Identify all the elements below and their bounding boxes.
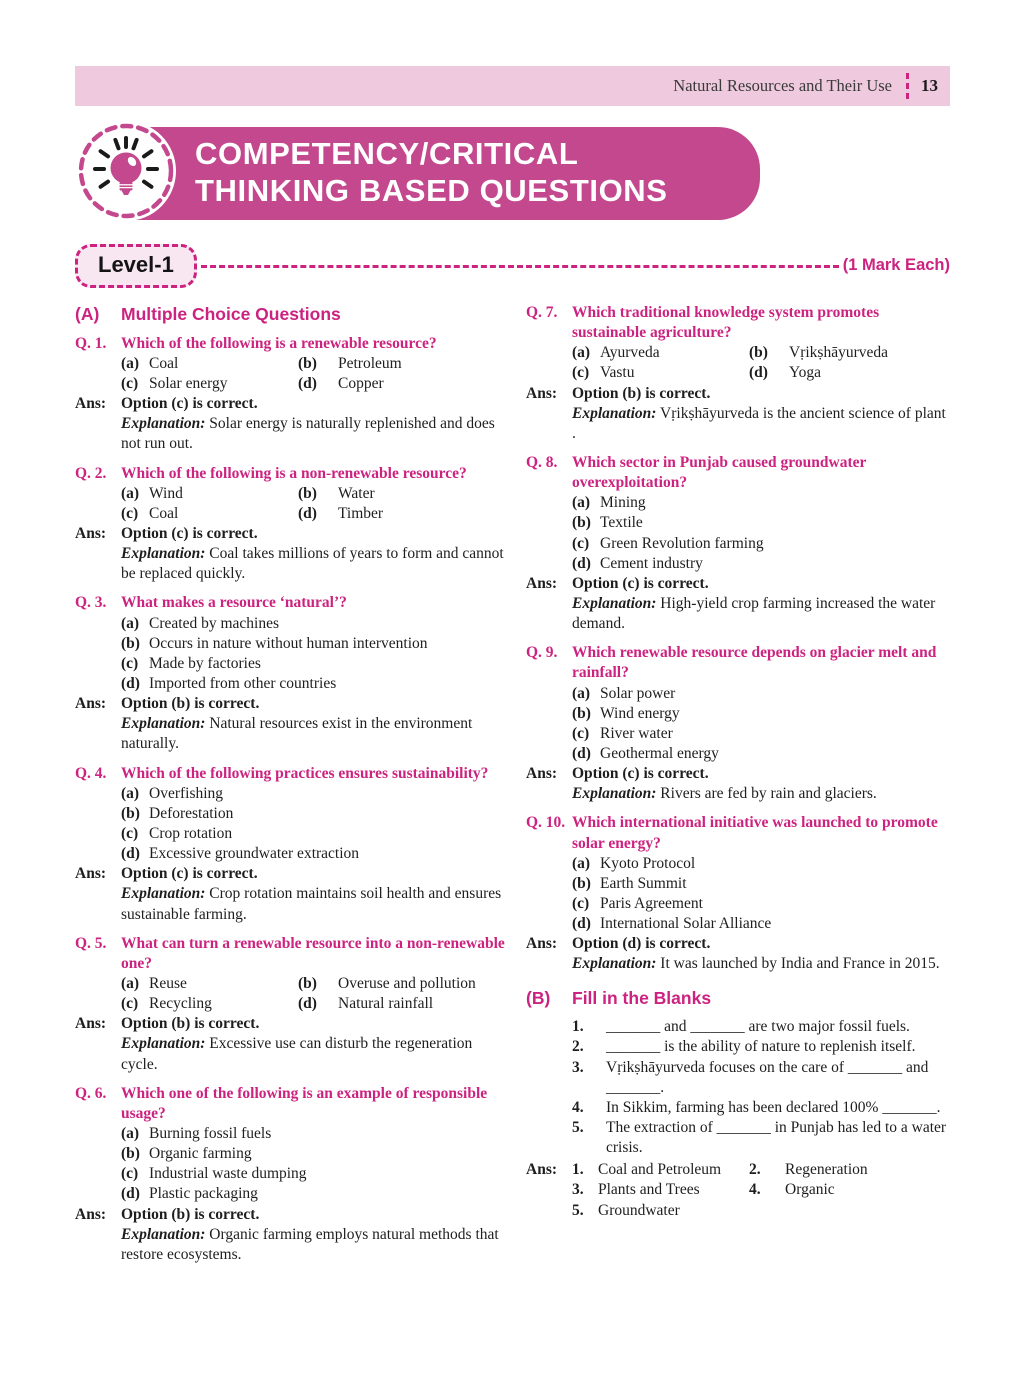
question-6 [75, 1084, 505, 1265]
option-c: (c) River water [572, 724, 673, 742]
ans-label: Ans: [526, 765, 558, 783]
option-b: (b) Overuse and pollution [298, 974, 476, 992]
option-a: (a) Reuse [121, 974, 187, 992]
ans-label: Ans: [75, 395, 107, 413]
question-text: Which international initiative was launched to promote solar energy? [572, 814, 938, 852]
fill-answers: Ans: 1. Coal and Petroleum 2. Regeneration 3. Plants and Trees 4. Organic 5. Groundwater [526, 1160, 950, 1220]
question-2 [75, 464, 505, 585]
answer-block [75, 524, 505, 584]
question-text: Which of the following is a renewable resource? [121, 334, 437, 352]
question-text: What makes a resource ‘natural’? [121, 594, 347, 612]
option-a: (a) Kyoto Protocol [572, 854, 696, 872]
question-7 [526, 303, 950, 444]
options [572, 854, 950, 935]
chapter-title: Natural Resources and Their Use [673, 76, 892, 96]
options [572, 684, 950, 765]
question-number: Q. 9. [526, 644, 558, 662]
fill-item-2: 2. _______ is the ability of nature to replenish itself. [572, 1038, 916, 1056]
option-b: (b) Deforestation [121, 804, 234, 822]
explanation: Explanation: It was launched by India and France in 2015. [572, 955, 940, 973]
ans-label: Ans: [75, 865, 107, 883]
option-d: (d) Timber [298, 504, 384, 522]
ans-label: Ans: [526, 935, 558, 953]
option-a: (a) Burning fossil fuels [121, 1124, 272, 1142]
option-d: (d) Excessive groundwater extraction [121, 845, 360, 863]
answer-block [75, 864, 505, 924]
banner-title [195, 136, 668, 209]
options [121, 784, 505, 865]
question-number: Q. 4. [75, 764, 107, 782]
question-text: Which one of the following is an example of responsible usage? [121, 1084, 488, 1122]
fill-item-4: 4. In Sikkim, farming has been declared 100% _______. [572, 1098, 941, 1116]
explanation: Explanation: Rivers are fed by rain and glaciers. [572, 785, 877, 803]
level-row [75, 243, 950, 289]
answer-text: Option (d) is correct. [572, 935, 711, 953]
option-b: (b) Organic farming [121, 1145, 252, 1163]
explanation: Explanation: Vṛikṣhāyurveda is the ancient science of plant . [572, 404, 946, 442]
option-d: (d) Natural rainfall [298, 995, 434, 1013]
question-number: Q. 8. [526, 453, 558, 471]
option-b: (b) Petroleum [298, 354, 402, 372]
page-content [75, 303, 950, 1274]
option-d: (d) Plastic packaging [121, 1185, 258, 1203]
explanation: Explanation: Natural resources exist in the environment naturally. [121, 715, 473, 753]
question-text: Which sector in Punjab caused groundwater overexploitation? [572, 453, 867, 492]
option-b: (b) Earth Summit [572, 874, 687, 892]
options [572, 493, 950, 574]
option-a: (a) Wind [121, 484, 183, 502]
section-banner [98, 127, 760, 220]
answer-text: Option (c) is correct. [121, 395, 258, 413]
answer-block [75, 1014, 505, 1074]
options [121, 484, 505, 524]
section-b-id: (B) [526, 987, 551, 1008]
explanation: Explanation: Excessive use can disturb the regeneration cycle. [121, 1035, 473, 1073]
question-number: Q. 7. [526, 304, 558, 321]
option-b: (b) Water [298, 484, 375, 502]
question-text: What can turn a renewable resource into a non-renewable one? [121, 934, 505, 972]
option-d: (d) Yoga [749, 364, 822, 382]
banner-title-line1: COMPETENCY/CRITICAL [195, 136, 579, 171]
answer-text: Option (b) is correct. [121, 1015, 260, 1033]
option-d: (d) Cement industry [572, 554, 703, 572]
option-c: (c) Industrial waste dumping [121, 1165, 307, 1183]
question-5 [75, 934, 505, 1075]
question-number: Q. 1. [75, 334, 107, 352]
options [121, 1124, 505, 1205]
answer-block [75, 394, 505, 454]
answer-text: Option (b) is correct. [121, 695, 260, 713]
ans-label: Ans: [526, 1161, 558, 1179]
option-a: (a) Mining [572, 494, 646, 512]
question-8 [526, 453, 950, 634]
option-a: (a) Ayurveda [572, 344, 660, 362]
option-c: (c) Paris Agreement [572, 894, 703, 912]
answer-text: Option (c) is correct. [121, 525, 258, 543]
option-c: (c) Made by factories [121, 654, 261, 672]
answer-text: Option (b) is correct. [572, 384, 711, 402]
ans-label: Ans: [526, 574, 558, 592]
option-a: (a) Solar power [572, 684, 676, 702]
explanation: Explanation: Crop rotation maintains soil health and ensures sustainable farming. [121, 885, 502, 923]
lightbulb-icon [73, 118, 179, 224]
explanation: Explanation: Coal takes millions of years to form and cannot be replaced quickly. [121, 545, 504, 583]
answer-block [526, 574, 950, 634]
option-c: (c) Crop rotation [121, 824, 233, 842]
question-10 [526, 813, 950, 974]
option-c: (c) Recycling [121, 995, 212, 1013]
options [572, 343, 950, 383]
answer-text: Option (c) is correct. [121, 865, 258, 883]
answer-block [75, 694, 505, 754]
fill-item-1: 1. _______ and _______ are two major fossil fuels. [572, 1018, 910, 1036]
section-b-heading [526, 987, 950, 1010]
option-d: (d) International Solar Alliance [572, 915, 772, 933]
question-9 [526, 643, 950, 804]
banner-title-line2: THINKING BASED QUESTIONS [195, 172, 668, 208]
fill-item-3: 3. Vṛikṣhāyurveda focuses on the care of _______ and _______. [572, 1058, 929, 1096]
question-3 [75, 593, 505, 754]
marks-label: (1 Mark Each) [842, 256, 950, 275]
question-number: Q. 2. [75, 464, 107, 482]
question-text: Which traditional knowledge system promotes sustainable agriculture? [572, 304, 880, 342]
option-b: (b) Textile [572, 514, 643, 532]
option-c: (c) Green Revolution farming [572, 534, 764, 552]
question-text: Which of the following practices ensures sustainability? [121, 764, 489, 782]
option-b: (b) Occurs in nature without human intervention [121, 634, 428, 652]
explanation: Explanation: Organic farming employs natural methods that restore ecosystems. [121, 1225, 499, 1263]
ans-label: Ans: [75, 1205, 107, 1223]
ans-label: Ans: [75, 1015, 107, 1033]
explanation: Explanation: Solar energy is naturally replenished and does not run out. [121, 415, 495, 453]
option-d: (d) Imported from other countries [121, 675, 337, 692]
option-b: (b) Wind energy [572, 704, 680, 722]
right-column [526, 303, 950, 1274]
header-bar [75, 66, 950, 106]
answer-text: Option (b) is correct. [121, 1205, 260, 1223]
option-c: (c) Solar energy [121, 375, 228, 393]
level-badge: Level-1 [75, 244, 197, 289]
header-divider [906, 73, 909, 99]
explanation: Explanation: High-yield crop farming increased the water demand. [572, 594, 936, 633]
option-c: (c) Vastu [572, 364, 635, 382]
ans-label: Ans: [75, 525, 107, 543]
question-number: Q. 10. [526, 814, 566, 832]
options [121, 974, 505, 1014]
option-d: (d) Copper [298, 375, 384, 393]
answer-block [75, 1205, 505, 1265]
option-a: (a) Overfishing [121, 784, 224, 802]
option-a: (a) Coal [121, 354, 179, 372]
question-1 [75, 334, 505, 455]
section-a-heading [75, 303, 505, 326]
question-text: Which renewable resource depends on glacier melt and rainfall? [572, 644, 937, 682]
option-c: (c) Coal [121, 504, 179, 522]
option-b: (b) Vṛikṣhāyurveda [749, 344, 888, 362]
page-number: 13 [921, 75, 938, 95]
ans-label: Ans: [75, 695, 107, 713]
left-column [75, 303, 505, 1274]
question-number: Q. 5. [75, 934, 107, 952]
options [121, 614, 505, 695]
option-a: (a) Created by machines [121, 614, 279, 632]
question-text: Which of the following is a non-renewable resource? [121, 464, 467, 482]
dashed-leader [201, 265, 839, 268]
options [121, 354, 505, 394]
question-4 [75, 764, 505, 925]
answer-text: Option (c) is correct. [572, 765, 709, 783]
question-number: Q. 3. [75, 594, 107, 612]
answer-block [526, 384, 950, 444]
fill-item-5: 5. The extraction of _______ in Punjab has led to a water crisis. [572, 1118, 947, 1157]
section-a-id: (A) [75, 304, 100, 324]
answer-block [526, 764, 950, 804]
section-b-title: Fill in the Blanks [572, 987, 712, 1008]
section-a-title: Multiple Choice Questions [121, 304, 341, 324]
answer-text: Option (c) is correct. [572, 574, 709, 592]
ans-label: Ans: [526, 384, 558, 402]
option-d: (d) Geothermal energy [572, 744, 719, 762]
question-number: Q. 6. [75, 1084, 107, 1102]
answer-block [526, 934, 950, 974]
